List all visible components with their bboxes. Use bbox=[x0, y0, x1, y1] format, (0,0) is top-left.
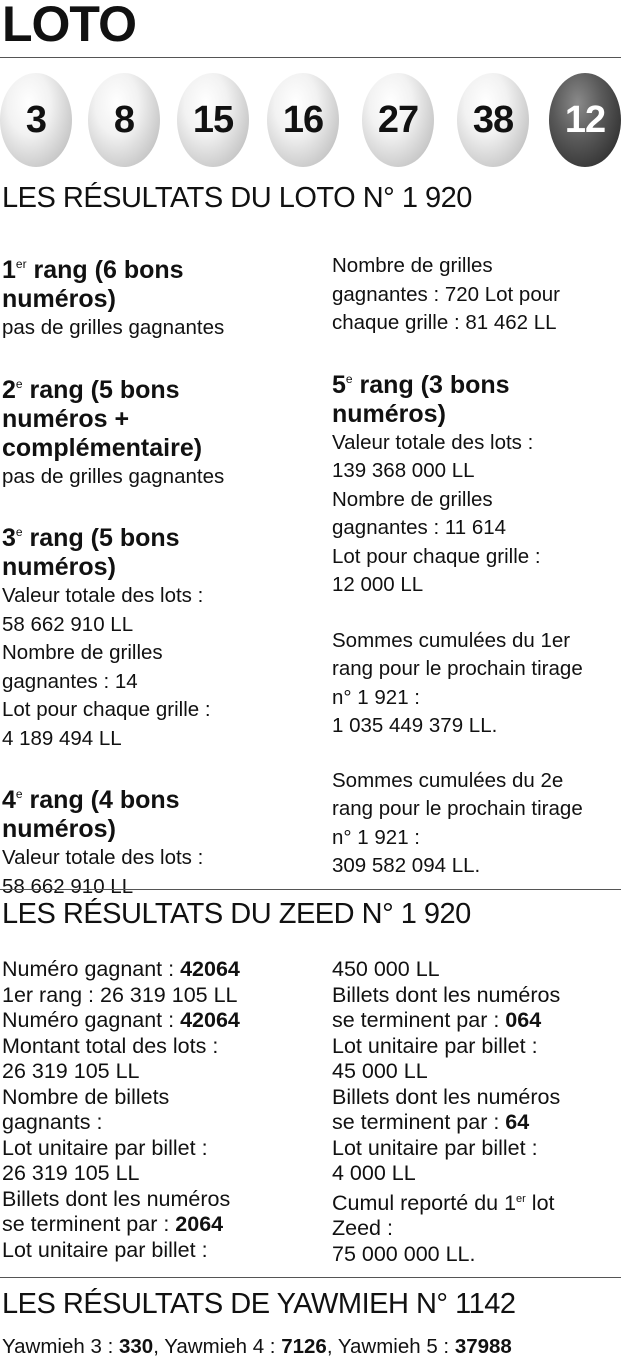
zeed-line: Cumul reporté du 1er lot bbox=[332, 1190, 555, 1215]
zeed-line: 75 000 000 LL. bbox=[332, 1241, 476, 1266]
cumul-rank-2 bbox=[332, 767, 623, 881]
rank-3-line: 4 189 494 LL bbox=[2, 726, 122, 750]
rank-5-title-cont: numéros) bbox=[332, 399, 446, 428]
rank-2-text: pas de grilles gagnantes bbox=[2, 464, 225, 488]
loto-right-column bbox=[332, 252, 623, 881]
cumul-2-line: Sommes cumulées du 2e bbox=[332, 768, 564, 792]
zeed-line: 1er rang : 26 319 105 LL bbox=[2, 982, 238, 1007]
cumul-1-line: 1 035 449 379 LL. bbox=[332, 714, 498, 737]
zeed-left-column bbox=[2, 957, 322, 1263]
zeed-line: Billets dont les numéros bbox=[332, 982, 561, 1007]
cumul-1-line: Sommes cumulées du 1er bbox=[332, 628, 571, 652]
zeed-line: Lot unitaire par billet : bbox=[2, 1237, 208, 1262]
cumul-rank-1 bbox=[332, 627, 623, 741]
rank-5-line: Nombre de grilles bbox=[332, 487, 493, 511]
cumul-2-line: 309 582 094 LL. bbox=[332, 854, 481, 877]
zeed-line: Lot unitaire par billet : bbox=[2, 1135, 208, 1160]
rank-5-line: Lot pour chaque grille : bbox=[332, 544, 541, 568]
loto-left-column bbox=[2, 250, 322, 901]
rank-3-line: Lot pour chaque grille : bbox=[2, 698, 211, 721]
page-title: LOTO bbox=[2, 0, 136, 52]
zeed-line: 26 319 105 LL bbox=[2, 1059, 140, 1083]
rank-1-line: Nombre de grilles bbox=[332, 254, 493, 277]
zeed-line: Lot unitaire par billet : bbox=[332, 1135, 538, 1160]
zeed-line: Numéro gagnant : 42064 bbox=[2, 1008, 240, 1032]
rank-5-line: 12 000 LL bbox=[332, 573, 424, 596]
rank-1-block bbox=[2, 250, 322, 343]
ball-2: 8 bbox=[88, 73, 160, 167]
rank-2-block bbox=[2, 370, 322, 492]
zeed-line: Montant total des lots : bbox=[2, 1033, 219, 1058]
zeed-line: Billets dont les numéros bbox=[332, 1084, 561, 1109]
rank-4-title-cont: numéros) bbox=[2, 815, 116, 843]
rank-1-continued bbox=[332, 252, 623, 338]
rank-3-line: Valeur totale des lots : bbox=[2, 584, 204, 607]
rank-1-line: chaque grille : 81 462 LL bbox=[332, 311, 557, 334]
zeed-line: Numéro gagnant : 42064 bbox=[2, 957, 240, 981]
rank-2-title-cont2: complémentaire) bbox=[2, 433, 203, 462]
complementary-ball: 12 bbox=[549, 73, 621, 167]
zeed-line: gagnants : bbox=[2, 1110, 103, 1134]
zeed-line: se terminent par : 64 bbox=[332, 1110, 530, 1134]
rank-3-title-cont: numéros) bbox=[2, 553, 116, 581]
zeed-line: Lot unitaire par billet : bbox=[332, 1033, 538, 1058]
rank-3-block bbox=[2, 518, 322, 753]
rank-5-line: 139 368 000 LL bbox=[332, 459, 475, 482]
rank-5-line: gagnantes : 11 614 bbox=[332, 516, 507, 539]
ball-6: 38 bbox=[457, 73, 529, 167]
rank-2-title: 2e rang (5 bons bbox=[2, 375, 180, 404]
rank-5-block bbox=[332, 365, 623, 600]
cumul-1-line: n° 1 921 : bbox=[332, 685, 420, 709]
rank-3-line: Nombre de grilles bbox=[2, 641, 163, 664]
rank-1-text: pas de grilles gagnantes bbox=[2, 316, 225, 339]
zeed-right-column bbox=[332, 957, 623, 1267]
rank-2-title-cont: numéros + bbox=[2, 404, 130, 433]
rank-3-line: gagnantes : 14 bbox=[2, 669, 138, 693]
zeed-line: 450 000 LL bbox=[332, 957, 440, 981]
rank-4-title: 4e rang (4 bons bbox=[2, 786, 180, 814]
rank-4-line: 58 662 910 LL bbox=[2, 874, 134, 898]
rank-4-line: Valeur totale des lots : bbox=[2, 846, 204, 869]
zeed-line: 26 319 105 LL bbox=[2, 1161, 140, 1185]
loto-heading: LES RÉSULTATS DU LOTO N° 1 920 bbox=[2, 182, 472, 214]
zeed-divider bbox=[0, 889, 621, 890]
rank-5-title: 5e rang (3 bons bbox=[332, 370, 510, 399]
zeed-line: se terminent par : 064 bbox=[332, 1008, 542, 1032]
zeed-heading: LES RÉSULTATS DU ZEED N° 1 920 bbox=[2, 898, 471, 930]
ball-3: 15 bbox=[177, 73, 249, 167]
rank-3-title: 3e rang (5 bons bbox=[2, 524, 180, 552]
zeed-line: Zeed : bbox=[332, 1216, 393, 1240]
yawmieh-divider bbox=[0, 1277, 621, 1278]
zeed-line: Billets dont les numéros bbox=[2, 1186, 231, 1211]
yawmieh-results: Yawmieh 3 : 330, Yawmieh 4 : 7126, Yawmieh 5 : 37988 bbox=[2, 1335, 512, 1358]
rank-1-title: 1er rang (6 bons bbox=[2, 256, 184, 284]
ball-4: 16 bbox=[267, 73, 339, 167]
zeed-line: 4 000 LL bbox=[332, 1161, 416, 1185]
ball-5: 27 bbox=[362, 73, 434, 167]
drawn-balls bbox=[0, 73, 623, 167]
yawmieh-heading: LES RÉSULTATS DE YAWMIEH N° 1142 bbox=[2, 1288, 516, 1320]
rank-4-block bbox=[2, 780, 322, 901]
rank-5-line: Valeur totale des lots : bbox=[332, 430, 534, 454]
rank-3-line: 58 662 910 LL bbox=[2, 612, 134, 636]
cumul-1-line: rang pour le prochain tirage bbox=[332, 657, 583, 680]
ball-1: 3 bbox=[0, 73, 72, 167]
cumul-2-line: n° 1 921 : bbox=[332, 825, 420, 849]
cumul-2-line: rang pour le prochain tirage bbox=[332, 797, 583, 820]
zeed-line: 45 000 LL bbox=[332, 1059, 428, 1083]
title-divider bbox=[0, 57, 621, 58]
rank-1-title-cont: numéros) bbox=[2, 285, 116, 313]
zeed-line: se terminent par : 2064 bbox=[2, 1212, 224, 1236]
zeed-line: Nombre de billets bbox=[2, 1084, 170, 1109]
rank-1-line: gagnantes : 720 Lot pour bbox=[332, 282, 560, 306]
